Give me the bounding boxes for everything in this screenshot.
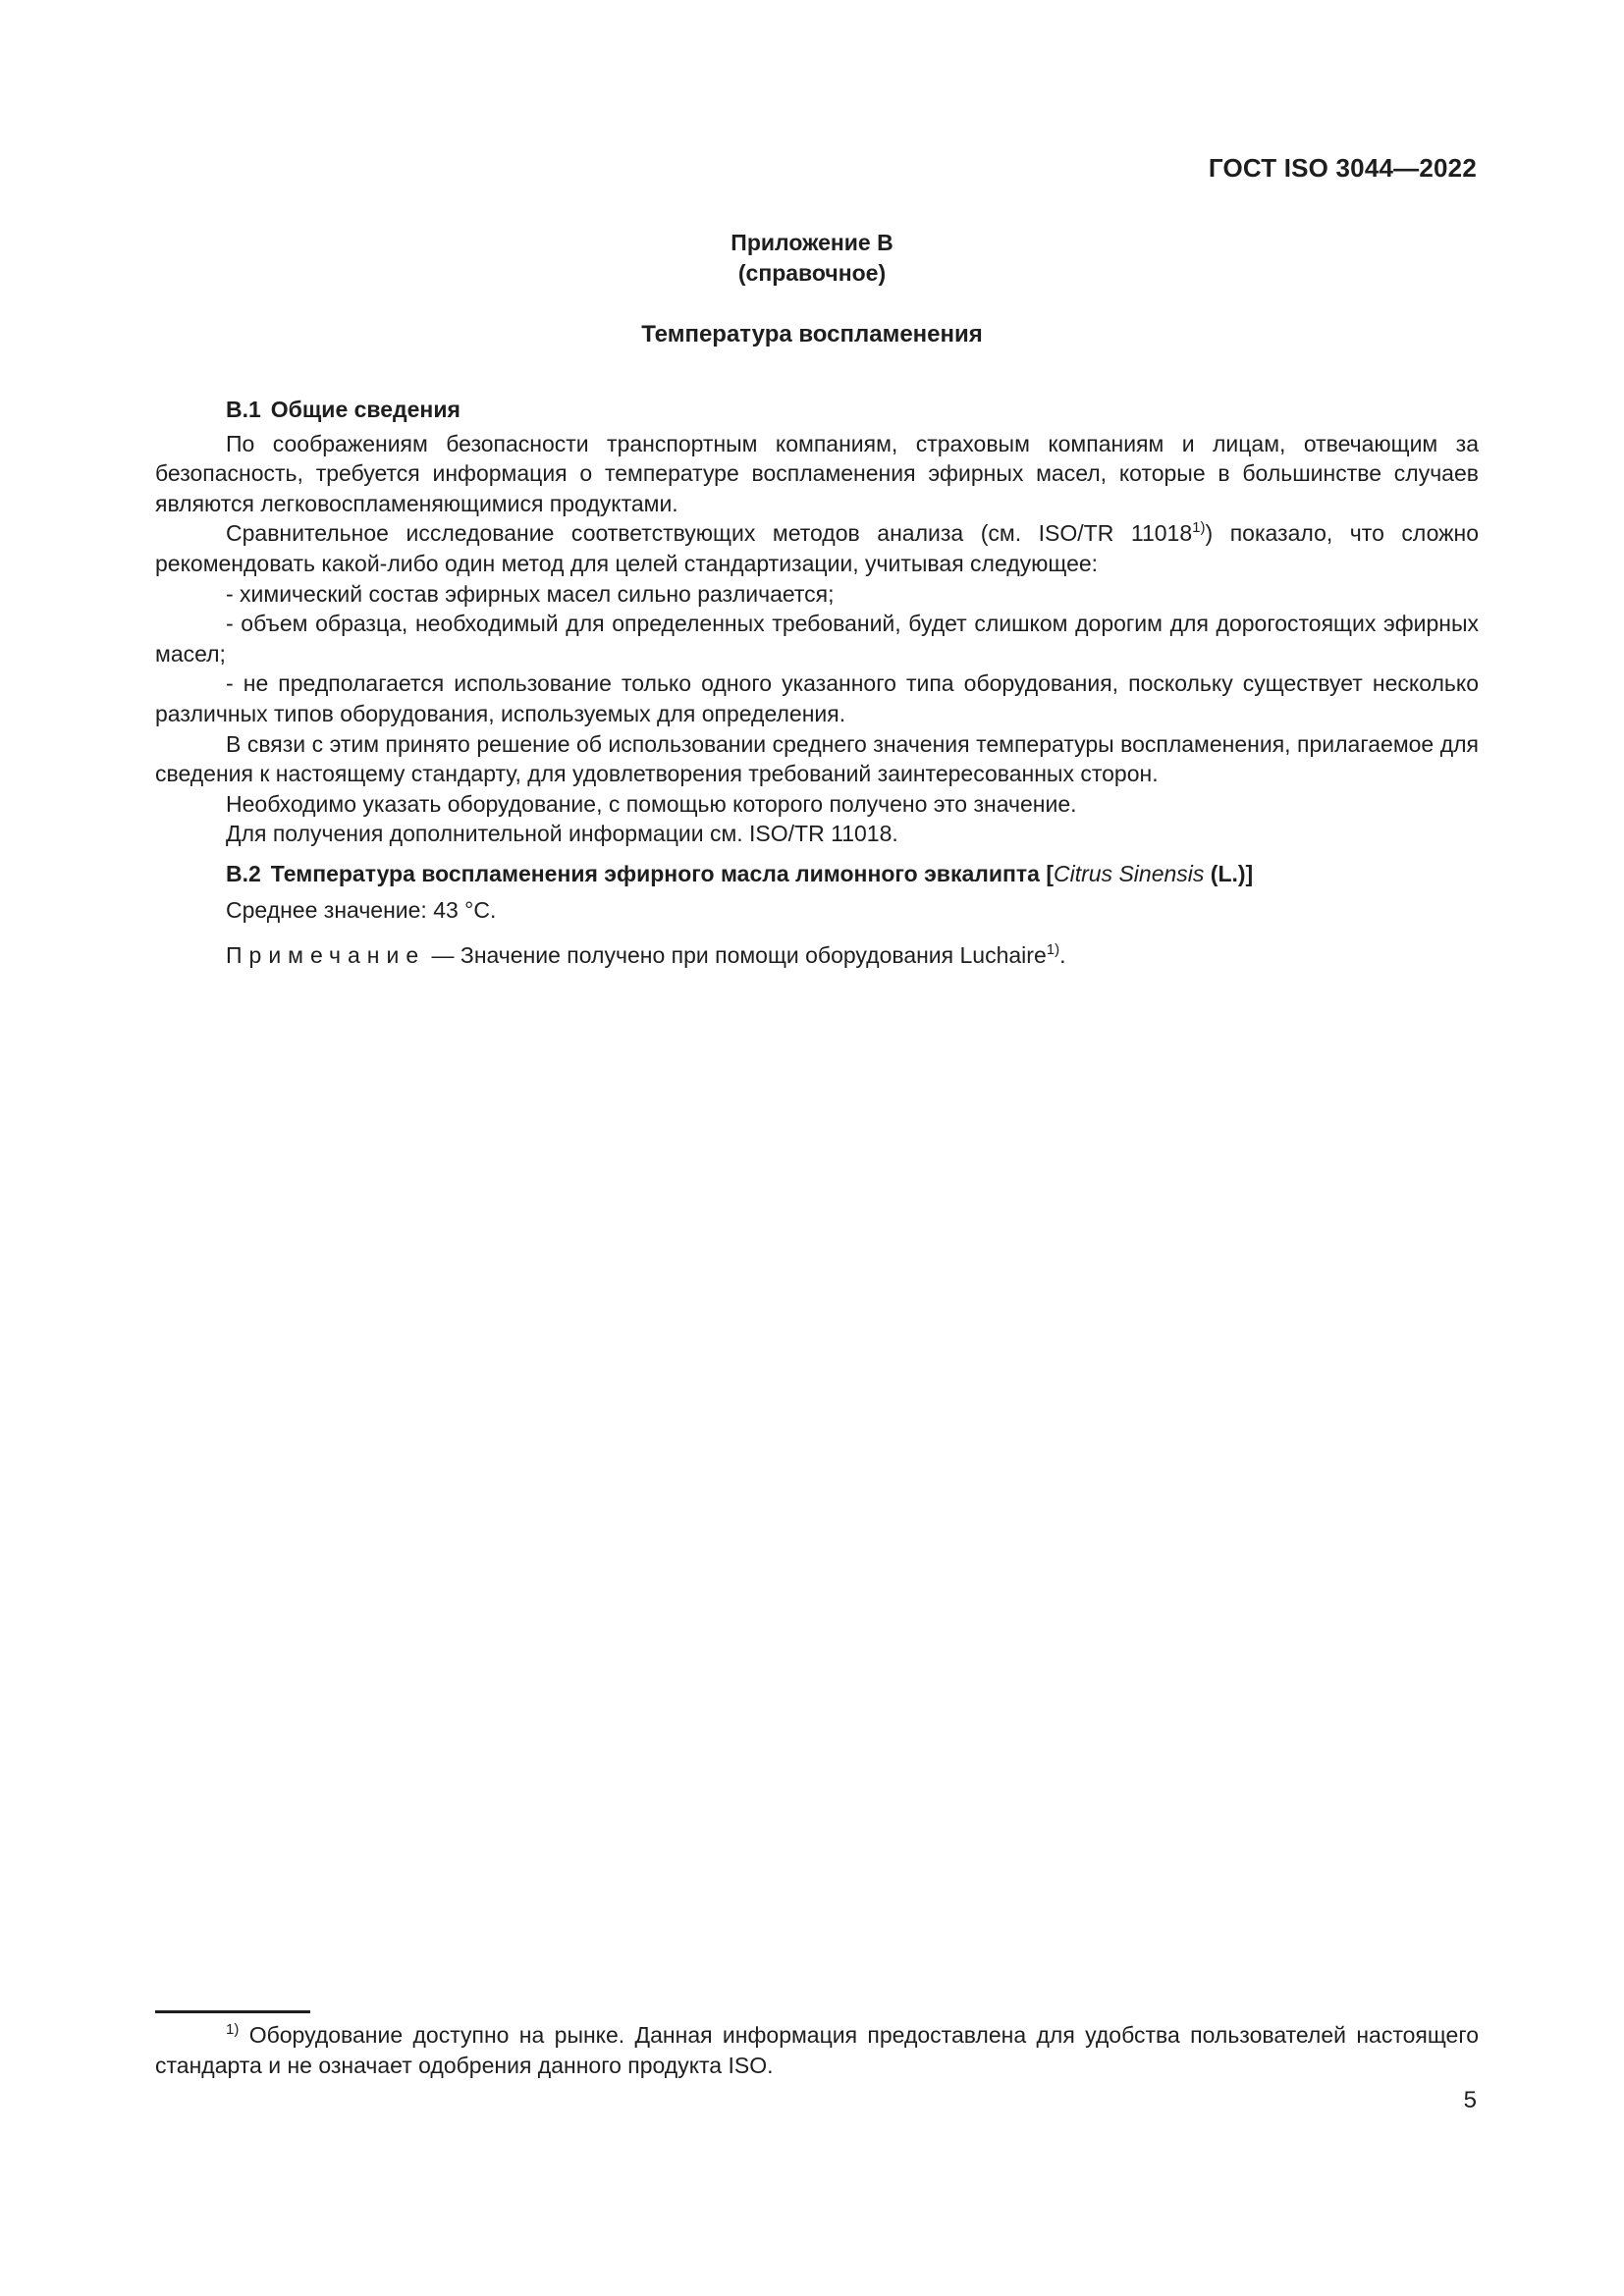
paragraph-2-end: ) показало, что сложно рекомендовать какой-либо один метод для целей стандартизации, учитывая следующее: [155,520,1480,576]
mean-value-text: Среднее значение: 43 °С. [226,896,497,923]
section-2-heading [155,859,1479,889]
list-item: - химический состав эфирных масел сильно различается; [226,580,835,607]
section-2-title-start: Температура воспламенения эфирного масла лимонного эвкалипта [ [270,860,1054,886]
annex-subtitle: (справочное) [737,260,887,286]
note-end: . [1059,942,1066,969]
note [155,940,1479,971]
list-item: - объем образца, необходимый для определенных требований, будет слишком дорогим для дорогостоящих эфирных масел; [155,611,1479,667]
page-number: 5 [1463,2087,1477,2113]
annex-title: Приложение В [731,230,893,255]
note-text: — Значение получено при помощи оборудования Luchaire [425,942,1047,969]
section-1-heading [155,395,1479,425]
section-2-title-end: (L.)] [1204,860,1254,886]
document-code: ГОСТ ISO 3044—2022 [1208,153,1477,183]
section-1-number: В.1 [226,397,261,422]
footnote [155,2020,1479,2080]
paragraph-3: В связи с этим принято решение об использовании среднего значения температуры воспламенения, прилагаемое для сведения к настоящему стандарту, для удовлетворения требований заинтересованных сторон. [155,730,1479,787]
footnote-text: Оборудование доступно на рынке. Данная информация предоставлена для удобства пользователей настоящего стандарта и не означает одобрения данного продукта ISO. [155,2022,1479,2078]
paragraph-1: По соображениям безопасности транспортным компаниям, страховым компаниям и лицам, отвечающим за безопасность, требуется информация о температуре воспламенения эфирных масел, которые в большинстве случаев являются легковоспламеняющимися продуктами. [155,430,1479,516]
document-body [155,395,1479,971]
section-2-number: В.2 [226,860,261,886]
annex-title-block [0,228,1624,289]
paragraph-2 [155,518,1479,578]
section-2-title-species: Citrus Sinensis [1054,860,1205,886]
paragraph-2-start: Сравнительное исследование соответствующих методов анализа (см. ISO/TR 11018 [226,520,1193,547]
paragraph-5: Для получения дополнительной информации см. ISO/TR 11018. [226,821,898,847]
paragraph-4: Необходимо указать оборудование, с помощью которого получено это значение. [226,790,1077,817]
section-1-title: Общие сведения [270,397,460,422]
footnote-ref: 1) [1192,519,1206,537]
footnote-marker: 1) [226,2021,240,2038]
footnote-ref: 1) [1046,941,1060,959]
note-label: Примечание [226,942,426,969]
annex-heading: Температура воспламенения [641,321,983,347]
footnote-divider [155,2010,310,2013]
list-item: - не предполагается использование только одного указанного типа оборудования, поскольку существует несколько различных типов оборудования, используемых для определения. [155,670,1479,726]
